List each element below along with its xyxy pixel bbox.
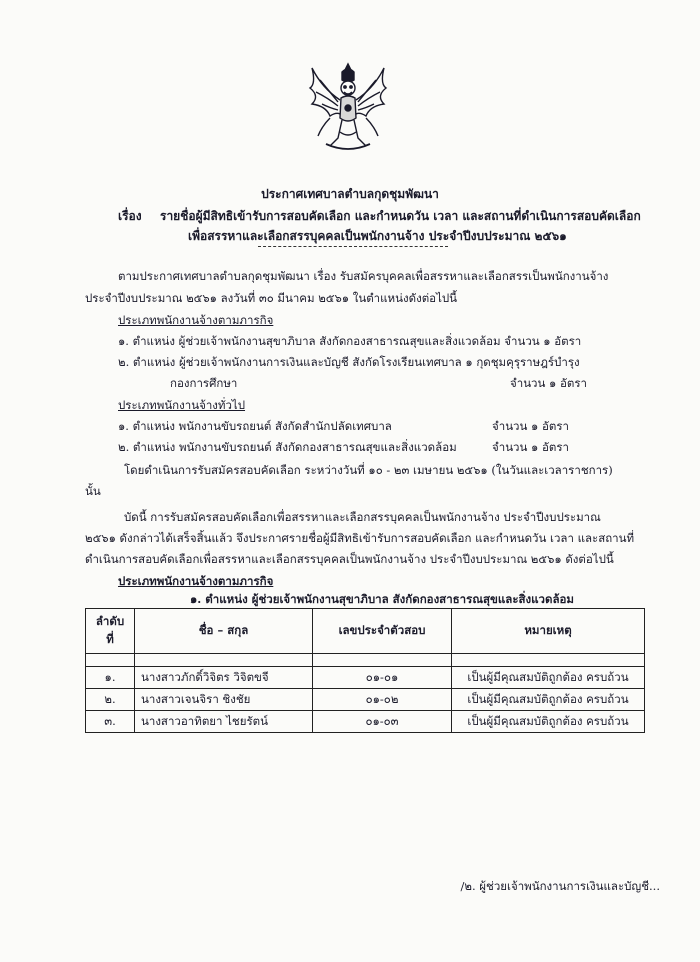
header-order: ลำดับ ที่ — [86, 609, 135, 654]
announcement-line-3: ดำเนินการสอบคัดเลือกเพื่อสรรหาและเลือกสรรบุคคลเป็นพนักงานจ้าง ประจำปีงบประมาณ ๒๕๖๑ ดังต่อไปนี้ — [85, 552, 614, 566]
subject-line-2: เพื่อสรรหาและเลือกสรรบุคคลเป็นพนักงานจ้าง ประจำปีงบประมาณ ๒๕๖๑ — [188, 229, 567, 243]
announcement-line-2: ๒๕๖๑ ดังกล่าวได้เสร็จสิ้นแล้ว จึงประกาศรายชื่อผู้มีสิทธิเข้ารับการสอบคัดเลือก และกำหนดวัน เวลา และสถานที่ — [85, 531, 635, 545]
cell-order: ๑. — [86, 667, 135, 689]
cell-name: นางสาวเจนจิรา ชิงชัย — [135, 689, 313, 711]
subject-line-1: รายชื่อผู้มีสิทธิเข้ารับการสอบคัดเลือก และกำหนดวัน เวลา และสถานที่ดำเนินการสอบคัดเลือก — [160, 209, 641, 223]
general-section-heading: ประเภทพนักงานจ้างทั่วไป — [118, 398, 246, 412]
candidate-table — [85, 608, 645, 733]
continuation-note: /๒. ผู้ช่วยเจ้าพนักงานการเงินและบัญชี... — [460, 879, 660, 893]
mission-item-2-count: จำนวน ๑ อัตรา — [510, 376, 587, 390]
mission-item-2-line-2: กองการศึกษา — [170, 376, 238, 390]
cell-order: ๓. — [86, 711, 135, 733]
general-item-2-count: จำนวน ๑ อัตรา — [492, 440, 569, 454]
title-divider — [258, 246, 448, 247]
garuda-emblem-icon — [300, 58, 396, 154]
table-row — [86, 711, 645, 733]
mission-item-1: ๑. ตำแหน่ง ผู้ช่วยเจ้าพนักงานสุขาภิบาล สังกัดกองสาธารณสุขและสิ่งแวดล้อม จำนวน ๑ อัตรา — [118, 334, 582, 348]
cell-exam-id: ๐๑-๐๒ — [313, 689, 452, 711]
cell-exam-id: ๐๑-๐๑ — [313, 667, 452, 689]
subject-label: เรื่อง — [118, 209, 142, 223]
cell-order: ๒. — [86, 689, 135, 711]
general-item-1: ๑. ตำแหน่ง พนักงานขับรถยนต์ สังกัดสำนักปลัดเทศบาล — [118, 419, 392, 433]
table-row — [86, 689, 645, 711]
application-period-line-2: นั้น — [85, 484, 101, 498]
cell-name: นางสาวภักดิ์วิจิตร วิจิตขจี — [135, 667, 313, 689]
list-section-heading: ประเภทพนักงานจ้างตามภารกิจ — [118, 574, 274, 588]
announcement-title: ประกาศเทศบาลตำบลกุดชุมพัฒนา — [261, 187, 439, 201]
cell-remarks: เป็นผู้มีคุณสมบัติถูกต้อง ครบถ้วน — [452, 689, 645, 711]
cell-exam-id: ๐๑-๐๓ — [313, 711, 452, 733]
cell-remarks: เป็นผู้มีคุณสมบัติถูกต้อง ครบถ้วน — [452, 711, 645, 733]
intro-line-1: ตามประกาศเทศบาลตำบลกุดชุมพัฒนา เรื่อง รับสมัครบุคคลเพื่อสรรหาและเลือกสรรเป็นพนักงานจ้าง — [118, 269, 609, 283]
cell-name: นางสาวอาทิตยา ไชยรัตน์ — [135, 711, 313, 733]
intro-line-2: ประจำปีงบประมาณ ๒๕๖๑ ลงวันที่ ๓๐ มีนาคม ๒๕๖๑ ในตำแหน่งดังต่อไปนี้ — [85, 291, 458, 305]
general-item-1-count: จำนวน ๑ อัตรา — [492, 419, 569, 433]
header-exam-id: เลขประจำตัวสอบ — [313, 609, 452, 654]
mission-item-2-line-1: ๒. ตำแหน่ง ผู้ช่วยเจ้าพนักงานการเงินและบัญชี สังกัดโรงเรียนเทศบาล ๑ กุดชุมคุรุราษฎร์บำรุง — [118, 355, 580, 369]
mission-section-heading: ประเภทพนักงานจ้างตามภารกิจ — [118, 313, 274, 327]
cell-remarks: เป็นผู้มีคุณสมบัติถูกต้อง ครบถ้วน — [452, 667, 645, 689]
table-header-row — [86, 609, 645, 654]
list-position-title: ๑. ตำแหน่ง ผู้ช่วยเจ้าพนักงานสุขาภิบาล สังกัดกองสาธารณสุขและสิ่งแวดล้อม — [190, 592, 575, 606]
table-row — [86, 667, 645, 689]
header-remarks: หมายเหตุ — [452, 609, 645, 654]
table-spacer-row — [86, 654, 645, 667]
application-period-line-1: โดยดำเนินการรับสมัครสอบคัดเลือก ระหว่างวันที่ ๑๐ - ๒๓ เมษายน ๒๕๖๑ (ในวันและเวลาราชการ) — [124, 463, 613, 477]
header-name: ชื่อ – สกุล — [135, 609, 313, 654]
announcement-line-1: บัดนี้ การรับสมัครสอบคัดเลือกเพื่อสรรหาและเลือกสรรบุคคลเป็นพนักงานจ้าง ประจำปีงบประมาณ — [124, 510, 601, 524]
general-item-2: ๒. ตำแหน่ง พนักงานขับรถยนต์ สังกัดกองสาธารณสุขและสิ่งแวดล้อม — [118, 440, 457, 454]
